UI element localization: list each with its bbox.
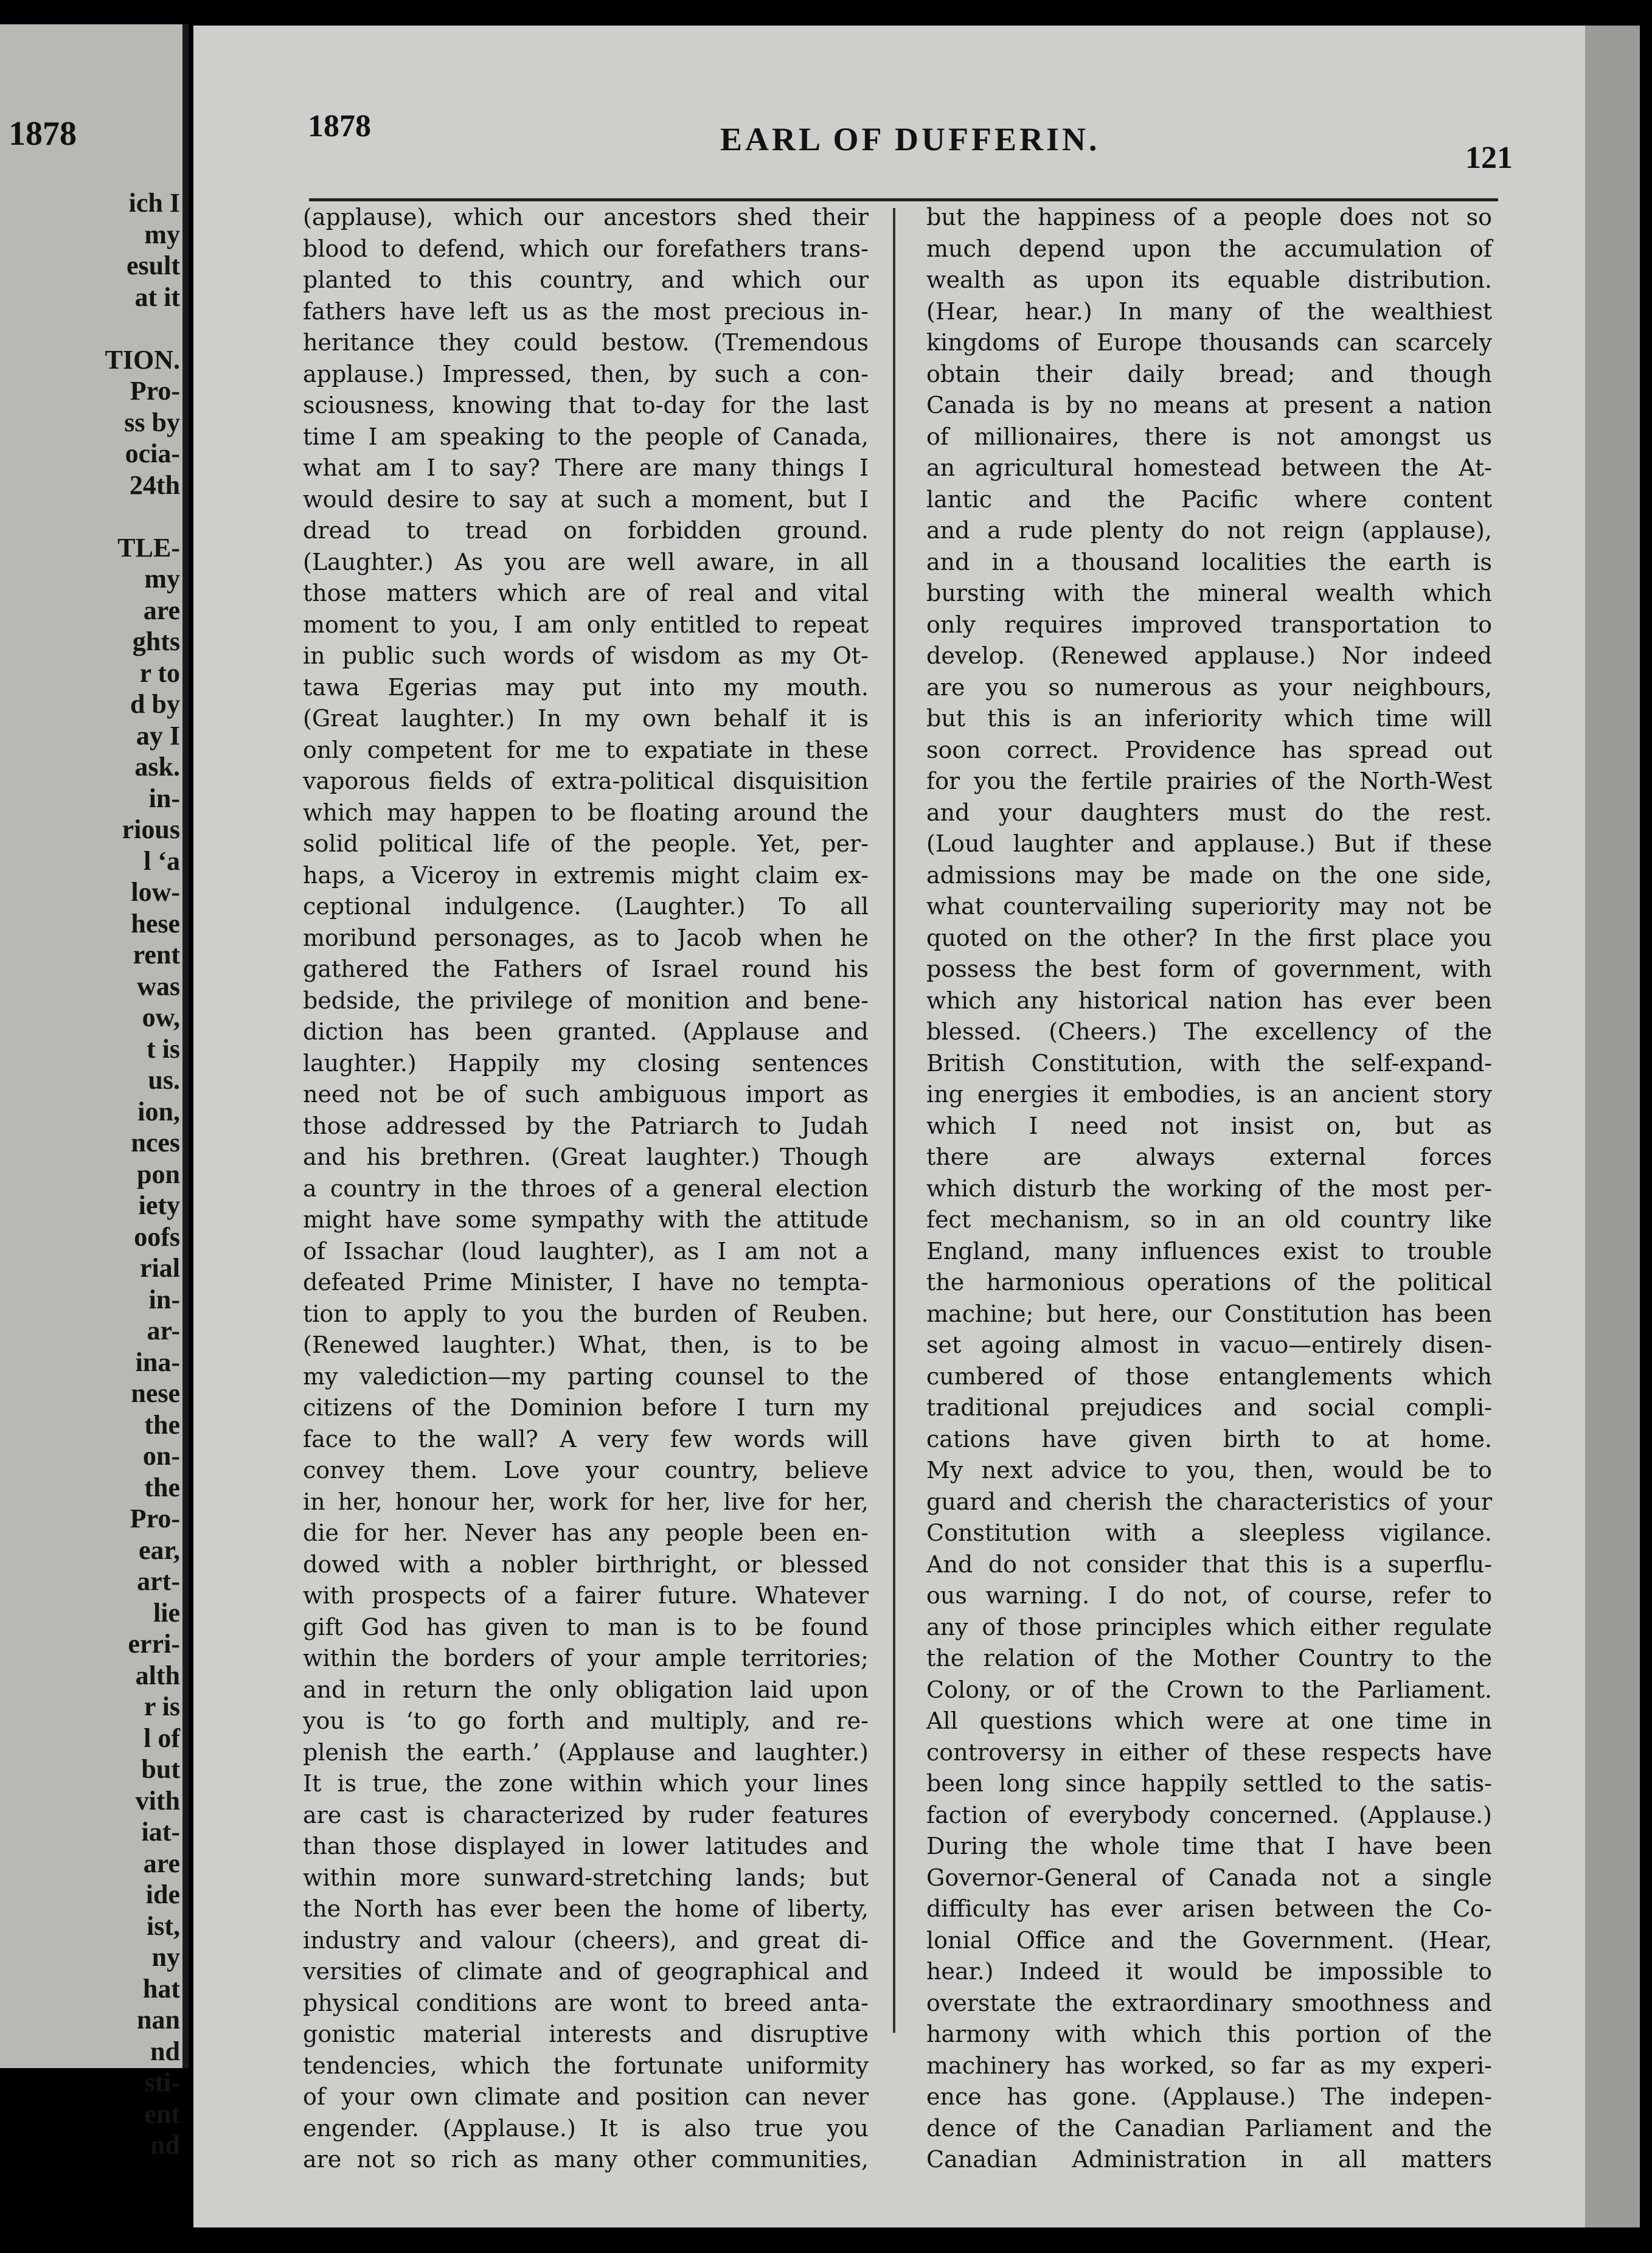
text-line: moribund personages, as to Jacob when he: [303, 924, 869, 951]
text-line: you is ‘to go forth and multiply, and re-: [303, 1707, 869, 1734]
text-line: kingdoms of Europe thousands can scarcely: [926, 329, 1492, 356]
header-year: 1878: [308, 109, 371, 144]
text-line: machinery has worked, so far as my experi-: [926, 2052, 1492, 2079]
facing-text-line: erri-: [128, 1629, 180, 1659]
text-line: controversy in either of these respects have: [926, 1738, 1492, 1766]
facing-text-line: d by: [130, 689, 180, 719]
text-line: soon correct. Providence has spread out: [926, 736, 1492, 763]
text-line: need not be of such ambiguous import as: [303, 1081, 869, 1108]
text-line: dence of the Canadian Parliament and the: [926, 2114, 1492, 2142]
facing-text-line: ich I: [128, 188, 180, 218]
facing-text-line: the: [144, 1472, 180, 1502]
facing-text-line: vith: [135, 1785, 180, 1816]
text-line: fathers have left us as the most precious in-: [303, 297, 869, 325]
text-line: (Laughter.) As you are well aware, in all: [303, 548, 869, 575]
text-line: Canadian Administration in all matters: [926, 2146, 1492, 2173]
text-line: for you the fertile prairies of the North-West: [926, 768, 1492, 794]
facing-text-line: my: [144, 219, 180, 249]
text-column-right: [926, 202, 1492, 2176]
text-line: wealth as upon its equable distribution.: [926, 266, 1492, 293]
text-line: are you so numerous as your neighbours,: [926, 673, 1492, 701]
text-line: tendencies, which the fortunate uniformity: [303, 2052, 869, 2079]
facing-text-line: alth: [135, 1660, 180, 1690]
facing-text-line: nd: [150, 2130, 180, 2160]
text-line: And do not consider that this is a superflu-: [926, 1550, 1492, 1578]
text-line: bursting with the mineral wealth which: [926, 580, 1492, 606]
text-line: cumbered of those entanglements which: [926, 1363, 1492, 1390]
text-line: quoted on the other? In the first place you: [926, 924, 1492, 951]
text-line: and his brethren. (Great laughter.) Though: [303, 1144, 869, 1170]
text-line: and in a thousand localities the earth is: [926, 548, 1492, 575]
text-line: guard and cherish the characteristics of your: [926, 1488, 1492, 1515]
facing-text-line: in-: [148, 783, 180, 813]
page-number: 121: [1465, 141, 1513, 175]
facing-text-line: ent: [144, 2099, 180, 2129]
text-line: ing energies it embodies, is an ancient story: [926, 1081, 1492, 1108]
text-line: gonistic material interests and disruptive: [303, 2021, 869, 2047]
text-line: blessed. (Cheers.) The excellency of the: [926, 1018, 1492, 1045]
facing-text-line: t is: [147, 1033, 180, 1064]
header-rule: [309, 198, 1498, 201]
text-line: within more sunward-stretching lands; but: [303, 1864, 869, 1891]
text-line: plenish the earth.’ (Applause and laughter.): [303, 1738, 869, 1766]
text-line: time I am speaking to the people of Canada,: [303, 423, 869, 450]
text-line: cations have given birth to at home.: [926, 1425, 1492, 1453]
text-line: Canada is by no means at present a nation: [926, 392, 1492, 418]
text-line: an agricultural homestead between the At-: [926, 454, 1492, 481]
facing-text-line: nces: [131, 1128, 180, 1158]
facing-text-line: ina-: [135, 1347, 180, 1377]
text-line: gift God has given to man is to be found: [303, 1613, 869, 1640]
facing-text-line: ask.: [134, 752, 180, 782]
text-line: only competent for me to expatiate in these: [303, 736, 869, 763]
facing-text-line: Pro-: [130, 376, 180, 406]
text-line: blood to defend, which our forefathers trans-: [303, 235, 869, 262]
text-line: might have some sympathy with the attitude: [303, 1206, 869, 1233]
facing-text-line: ay I: [136, 720, 180, 751]
text-line: hear.) Indeed it would be impossible to: [926, 1958, 1492, 1985]
facing-text-line: ar-: [147, 1316, 180, 1345]
text-line: diction has been granted. (Applause and: [303, 1018, 869, 1045]
facing-text-line: [4, 313, 180, 344]
facing-text-line: oofs: [134, 1221, 180, 1252]
text-line: possess the best form of government, with: [926, 956, 1492, 982]
text-line: been long since happily settled to the satis-: [926, 1770, 1492, 1797]
facing-text-line: Pro-: [130, 1504, 180, 1533]
facing-text-line: the: [144, 1409, 180, 1440]
text-line: the North has ever been the home of liberty,: [303, 1895, 869, 1922]
facing-text-line: sti-: [144, 2067, 180, 2097]
text-line: industry and valour (cheers), and great di-: [303, 1926, 869, 1954]
text-line: British Constitution, with the self-expand-: [926, 1049, 1492, 1077]
text-line: which disturb the working of the most per-: [926, 1175, 1492, 1202]
text-line: Constitution with a sleepless vigilance.: [926, 1519, 1492, 1546]
facing-text-line: ss by: [124, 407, 180, 437]
facing-text-line: ion,: [137, 1096, 180, 1126]
text-line: a country in the throes of a general election: [303, 1175, 869, 1202]
text-column-left: [303, 202, 869, 2176]
facing-text-line: nese: [131, 1378, 180, 1408]
text-line: the relation of the Mother Country to the: [926, 1645, 1492, 1672]
text-line: ceptional indulgence. (Laughter.) To all: [303, 893, 869, 920]
text-line: fect mechanism, so in an old country like: [926, 1206, 1492, 1233]
facing-text-line: my: [144, 564, 180, 594]
facing-text-line: rent: [133, 940, 180, 970]
facing-text-line: ny: [151, 1942, 180, 1972]
facing-text-line: ghts: [132, 627, 180, 656]
text-line: (Great laughter.) In my own behalf it is: [303, 705, 869, 732]
text-line: machine; but here, our Constitution has been: [926, 1300, 1492, 1327]
text-line: tawa Egerias may put into my mouth.: [303, 673, 869, 701]
text-line: physical conditions are wont to breed anta-: [303, 1989, 869, 2016]
facing-text-line: ow,: [142, 1002, 180, 1032]
facing-text-line: r is: [144, 1692, 180, 1721]
text-line: (applause), which our ancestors shed their: [303, 204, 869, 231]
text-line: (Loud laughter and applause.) But if these: [926, 830, 1492, 857]
text-line: in public such words of wisdom as my Ot-: [303, 642, 869, 669]
text-line: what countervailing superiority may not be: [926, 893, 1492, 920]
text-line: haps, a Viceroy in extremis might claim ex-: [303, 861, 869, 889]
facing-text-line: TION.: [105, 344, 180, 375]
text-line: convey them. Love your country, believe: [303, 1457, 869, 1484]
text-line: which any historical nation has ever been: [926, 987, 1492, 1014]
facing-page-fragment: [0, 24, 189, 2160]
text-line: within the borders of your ample territories;: [303, 1645, 869, 1672]
text-line: are cast is characterized by ruder features: [303, 1801, 869, 1828]
text-line: planted to this country, and which our: [303, 266, 869, 293]
facing-text-line: nd: [150, 2036, 180, 2066]
text-line: traditional prejudices and social compli-: [926, 1394, 1492, 1421]
text-line: would desire to say at such a moment, but I: [303, 485, 869, 513]
text-line: applause.) Impressed, then, by such a con-: [303, 360, 869, 387]
text-line: which may happen to be floating around the: [303, 799, 869, 826]
facing-text-line: hat: [142, 1973, 180, 2004]
text-line: citizens of the Dominion before I turn my: [303, 1394, 869, 1421]
text-line: obtain their daily bread; and though: [926, 360, 1492, 387]
text-line: set agoing almost in vacuo—entirely disen-: [926, 1331, 1492, 1358]
text-line: dread to tread on forbidden ground.: [303, 517, 869, 544]
text-line: what am I to say? There are many things I: [303, 454, 869, 481]
text-line: much depend upon the accumulation of: [926, 235, 1492, 262]
facing-text-line: hese: [131, 908, 180, 939]
facing-text-line: are: [143, 1848, 180, 1878]
text-line: any of those principles which either regulate: [926, 1613, 1492, 1640]
text-line: ence has gone. (Applause.) The indepen-: [926, 2083, 1492, 2110]
facing-text-line: iat-: [141, 1817, 180, 1847]
facing-text-line: low-: [131, 877, 180, 907]
facing-text-line: ocia-: [125, 439, 180, 468]
text-line: solid political life of the people. Yet, per-: [303, 830, 869, 857]
text-line: develop. (Renewed applause.) Nor indeed: [926, 642, 1492, 669]
text-line: dowed with a nobler birthright, or blessed: [303, 1550, 869, 1578]
text-line: vaporous fields of extra-political disquisition: [303, 768, 869, 794]
text-line: bedside, the privilege of monition and bene-: [303, 987, 869, 1014]
facing-text-line: 24th: [129, 470, 180, 500]
book-page: [193, 26, 1640, 2227]
facing-text-line: esult: [127, 251, 180, 280]
facing-text-line: us.: [148, 1065, 180, 1095]
text-line: versities of climate and of geographical and: [303, 1958, 869, 1985]
text-line: It is true, the zone within which your lines: [303, 1770, 869, 1797]
text-line: and a rude plenty do not reign (applause),: [926, 517, 1492, 544]
text-line: (Hear, hear.) In many of the wealthiest: [926, 297, 1492, 325]
facing-page-text: [4, 187, 180, 2161]
text-line: ous warning. I do not, of course, refer to: [926, 1582, 1492, 1609]
facing-text-line: l of: [144, 1723, 180, 1753]
running-header: [193, 26, 1640, 208]
facing-page-year: 1878: [9, 115, 77, 153]
text-line: During the whole time that I have been: [926, 1833, 1492, 1859]
facing-text-line: [4, 501, 180, 532]
facing-text-line: pon: [137, 1159, 180, 1189]
text-line: All questions which were at one time in: [926, 1707, 1492, 1734]
text-line: those matters which are of real and vital: [303, 580, 869, 606]
facing-text-line: rious: [122, 814, 180, 844]
text-line: but the happiness of a people does not so: [926, 204, 1492, 231]
text-line: of millionaires, there is not amongst us: [926, 423, 1492, 450]
text-line: moment to you, I am only entitled to repeat: [303, 611, 869, 638]
facing-text-line: r to: [139, 658, 180, 688]
facing-text-line: but: [141, 1754, 180, 1784]
facing-text-line: are: [143, 595, 180, 625]
facing-text-line: iety: [138, 1190, 180, 1220]
text-line: my valediction—my parting counsel to the: [303, 1363, 869, 1390]
text-line: than those displayed in lower latitudes and: [303, 1833, 869, 1859]
text-line: the harmonious operations of the political: [926, 1269, 1492, 1296]
facing-text-line: at it: [134, 282, 180, 312]
text-line: but this is an inferiority which time will: [926, 705, 1492, 732]
text-line: overstate the extraordinary smoothness and: [926, 1989, 1492, 2016]
text-line: faction of everybody concerned. (Applause.): [926, 1801, 1492, 1828]
text-line: harmony with which this portion of the: [926, 2021, 1492, 2047]
facing-text-line: on-: [142, 1441, 180, 1471]
text-line: Governor-General of Canada not a single: [926, 1864, 1492, 1891]
text-line: are not so rich as many other communities,: [303, 2146, 869, 2173]
facing-text-line: rial: [140, 1253, 180, 1283]
text-line: with prospects of a fairer future. Whatever: [303, 1582, 869, 1609]
facing-text-line: art-: [137, 1566, 180, 1596]
text-line: difficulty has ever arisen between the Co-: [926, 1895, 1492, 1922]
text-line: lantic and the Pacific where content: [926, 485, 1492, 513]
text-line: of your own climate and position can never: [303, 2083, 869, 2110]
text-line: and your daughters must do the rest.: [926, 799, 1492, 826]
text-line: Colony, or of the Crown to the Parliament.: [926, 1676, 1492, 1703]
text-line: England, many influences exist to trouble: [926, 1237, 1492, 1265]
facing-text-line: ide: [145, 1880, 180, 1909]
text-line: tion to apply to you the burden of Reuben.: [303, 1300, 869, 1327]
facing-text-line: was: [137, 971, 180, 1001]
text-line: there are always external forces: [926, 1144, 1492, 1170]
text-line: lonial Office and the Government. (Hear,: [926, 1926, 1492, 1954]
text-line: laughter.) Happily my closing sentences: [303, 1049, 869, 1077]
text-line: die for her. Never has any people been en-: [303, 1519, 869, 1546]
page-edge-shadow: [1585, 26, 1640, 2227]
text-line: which I need not insist on, but as: [926, 1112, 1492, 1139]
text-line: engender. (Applause.) It is also true you: [303, 2114, 869, 2142]
facing-text-line: lie: [153, 1597, 180, 1628]
text-line: face to the wall? A very few words will: [303, 1425, 869, 1453]
facing-text-line: l ‘a: [144, 845, 180, 876]
text-line: and in return the only obligation laid upon: [303, 1676, 869, 1703]
text-line: in her, honour her, work for her, live for her,: [303, 1488, 869, 1515]
text-line: My next advice to you, then, would be to: [926, 1457, 1492, 1484]
facing-text-line: ist,: [147, 1911, 180, 1941]
facing-text-line: nan: [137, 2005, 180, 2035]
facing-text-line: in-: [148, 1284, 180, 1314]
running-title: EARL OF DUFFERIN.: [720, 121, 1100, 158]
text-line: only requires improved transportation to: [926, 611, 1492, 638]
facing-text-line: ear,: [138, 1535, 180, 1565]
text-line: defeated Prime Minister, I have no tempta-: [303, 1269, 869, 1296]
text-line: of Issachar (loud laughter), as I am not a: [303, 1237, 869, 1265]
text-line: admissions may be made on the one side,: [926, 861, 1492, 889]
text-line: those addressed by the Patriarch to Judah: [303, 1112, 869, 1139]
text-line: heritance they could bestow. (Tremendous: [303, 329, 869, 356]
text-line: (Renewed laughter.) What, then, is to be: [303, 1331, 869, 1358]
text-line: sciousness, knowing that to-day for the last: [303, 392, 869, 418]
text-line: gathered the Fathers of Israel round his: [303, 956, 869, 982]
facing-text-line: TLE-: [117, 532, 180, 563]
column-divider: [893, 208, 895, 2033]
